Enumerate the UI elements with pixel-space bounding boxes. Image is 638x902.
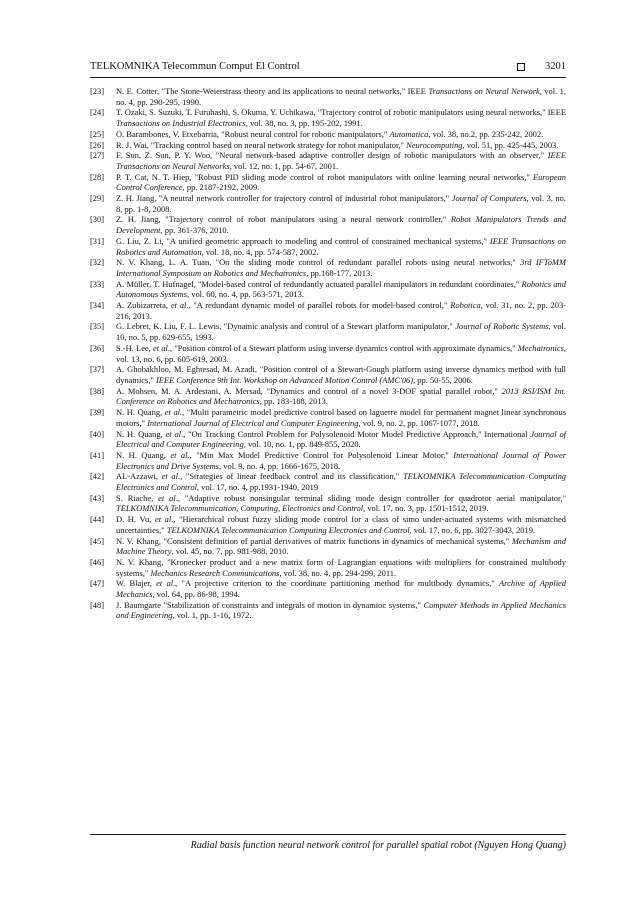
reference-item	[90, 279, 566, 300]
reference-italic-part: Archive of Applied Mechanics	[116, 578, 567, 600]
reference-text	[116, 386, 566, 407]
reference-item	[90, 140, 566, 151]
reference-italic-part: Robotics and Autonomous Systems,	[116, 278, 566, 300]
reference-italic-part: et al	[161, 471, 178, 482]
reference-text-part: , vol. 31, no. 2, pp. 203-216, 2013.	[116, 300, 566, 321]
reference-text-part: A. Mohsen, M. A. Ardestani, A. Mersad, "Dynamics and control of a novel 3-DOF spatial parallel robot,"	[116, 385, 502, 396]
reference-text-part: ., "Position control of a Stewart platform using inverse dynamics control with approximate dynamics,"	[167, 342, 518, 353]
reference-number: [27]	[90, 150, 105, 161]
reference-text	[116, 193, 566, 214]
reference-italic-part: International Journal of Electrical and Computer Engineering	[147, 417, 359, 428]
reference-item	[90, 364, 566, 385]
reference-text-part: N. H. Quang,	[116, 449, 171, 460]
reference-text	[116, 150, 566, 171]
reference-item	[90, 407, 566, 428]
reference-list	[90, 86, 566, 621]
reference-italic-part: et al	[156, 578, 174, 589]
reference-text	[116, 236, 566, 257]
reference-number: [32]	[90, 257, 105, 268]
reference-number: [24]	[90, 107, 105, 118]
reference-number: [39]	[90, 407, 105, 418]
reference-text-part: N. V. Khang, "Consistent definition of partial derivatives of matrix functions in dynamics of mechanical systems,"	[116, 535, 512, 546]
reference-item	[90, 600, 566, 621]
reference-item	[90, 578, 566, 599]
reference-text-part: N. V. Khang, "Kronecker product and a new matrix form of Lagrangian equations with multipliers for constrained multibody systems,"	[116, 556, 566, 578]
reference-text-part: A. Ghobakhloo, M. Eghtesad, M. Azadi, "Position control of a Stewart-Gough platform using inverse dynamics method with full dynamics,"	[116, 364, 566, 385]
reference-text-part: , vol. 13, no. 6, pp. 605-619, 2003.	[116, 342, 566, 364]
reference-text-part: Z. H. Jiang, "Trajectory control of robot manipulators using a neural network controller,"	[116, 214, 451, 225]
reference-number: [33]	[90, 278, 105, 289]
reference-text-part: , pp.168-177, 2013.	[306, 267, 373, 278]
reference-item	[90, 536, 566, 557]
reference-text-part: , pp. 361-376, 2010.	[160, 225, 229, 236]
reference-italic-part: Mechatronics	[517, 342, 564, 353]
reference-italic-part: Mechanism and Machine Theory	[116, 535, 566, 557]
reference-italic-part: et al	[158, 492, 176, 503]
reference-item	[90, 193, 566, 214]
reference-text-part: D. H. Vu,	[116, 514, 155, 525]
reference-text-part: vol. 17, no. 3, pp. 1501-1512, 2019.	[365, 503, 489, 514]
reference-text-part: T. Ozaki, S. Suzuki, T. Furuhashi, S. Okuma, Y. Uchikawa, "Trajectory control of robotic manipulators using neural networks," IEEE	[116, 107, 566, 118]
reference-text	[116, 493, 566, 514]
reference-text-part: W. Blajer,	[116, 578, 157, 589]
footer-rule	[90, 834, 566, 835]
reference-italic-part: Automatica	[389, 128, 429, 139]
reference-number: [44]	[90, 514, 105, 525]
reference-number: [34]	[90, 300, 105, 311]
reference-item	[90, 514, 566, 535]
reference-item	[90, 129, 566, 140]
reference-text-part: , vol. 38, no. 4, pp. 294-299, 2011.	[279, 567, 397, 578]
reference-text-part: vol. 51, pp. 425-445, 2003.	[464, 139, 559, 150]
reference-text-part: vol. 17, no. 4, pp.1931-1940, 2019	[199, 482, 319, 493]
reference-text-part: P. T. Cat, N. T. Hiep, "Robust PID sliding mode control of robot manipulators with online learning neural networks,"	[116, 171, 534, 182]
reference-text-part: F. Sun, Z. Sun, P. Y. Woo, "Neural network-based adaptive controller design of robotic manipulators with an observer,"	[116, 150, 548, 161]
reference-italic-part: 3rd IFToMM International Symposium on Robotics and Mechatronics	[116, 257, 566, 278]
reference-text-part: , vol. 9, no. 2, pp. 1067-1077, 2018.	[358, 417, 480, 428]
reference-italic-part: Transactions on Neural Network	[428, 86, 540, 96]
reference-number: [36]	[90, 342, 105, 353]
reference-item	[90, 321, 566, 342]
reference-text-part: , pp. 50-55, 2006.	[413, 374, 473, 385]
square-outline-icon	[517, 63, 525, 71]
reference-text-part: vol. 60, no. 4, pp. 563-571, 2013.	[189, 289, 304, 300]
reference-number: [42]	[90, 471, 105, 482]
reference-text-part: G. Lebret, K. Liu, F. L. Lewis, "Dynamic analysis and control of a Stewart platform manipulator,"	[116, 321, 456, 332]
reference-text	[116, 514, 566, 535]
reference-italic-part: International Journal of Power Electronics and Drive Systems,	[116, 449, 566, 471]
reference-text-part: , vol. 1, pp. 1-16, 1972.	[172, 610, 252, 621]
reference-number: [26]	[90, 139, 105, 150]
reference-italic-part: TELKOMNIKA Telecommunication, Computing, Electronics and Control,	[116, 503, 366, 514]
reference-item	[90, 214, 566, 235]
reference-text-part: J. Baumgarte "Stabilization of constraints and integrals of motion in dynamioc systems,"	[116, 599, 424, 610]
header-right	[517, 60, 566, 73]
running-footer: Radial basis function neural network control for parallel spatial robot (Nguyen Hong Quang)	[190, 840, 566, 851]
reference-number: [47]	[90, 578, 105, 589]
reference-item	[90, 493, 566, 514]
reference-text-part: , vol. 12, no. 1, pp. 54-67, 2001.	[229, 160, 339, 171]
reference-text	[116, 300, 566, 321]
reference-text-part: , vol. 45, no. 7, pp. 981-988, 2010.	[171, 546, 289, 557]
reference-italic-part: Journal of Electrical and Computer Engineering	[116, 428, 567, 450]
reference-text	[116, 600, 566, 621]
reference-italic-part: Journal of Robotic Systems	[455, 321, 549, 332]
reference-italic-part: et al	[153, 342, 168, 353]
reference-number: [28]	[90, 171, 105, 182]
reference-text	[116, 129, 566, 140]
reference-item	[90, 150, 566, 171]
reference-text	[116, 321, 566, 342]
reference-text-part: A. Müller, T. Hufnagel, "Model-based control of redundantly actuated parallel manipulators in redundant coordinates,"	[116, 278, 522, 289]
reference-italic-part: IEEE Transactions on Neural Networks	[116, 150, 566, 171]
reference-text-part: R. J. Wai, "Tracking control based on neural network strategy for robot manipulator,"	[116, 139, 407, 150]
reference-text-part: S. Riache,	[116, 492, 159, 503]
reference-italic-part: et al	[165, 428, 182, 439]
reference-text	[116, 536, 566, 557]
reference-item	[90, 386, 566, 407]
reference-number: [35]	[90, 321, 105, 332]
reference-text	[116, 86, 566, 107]
reference-number: [23]	[90, 86, 105, 96]
reference-text	[116, 140, 566, 151]
reference-text-part: , vol. 3, no. 8, pp. 1-8, 2008.	[116, 193, 566, 214]
reference-text-part: ., "Hierarchical robust fuzzy sliding mode control for a class of simo under-actuated systems with mismatched uncertainties,"	[116, 514, 566, 535]
reference-text-part: S.-H. Lee,	[116, 342, 154, 353]
reference-text	[116, 407, 566, 428]
header-rule	[90, 77, 566, 78]
reference-text-part: A. Zubizarreta,	[116, 300, 171, 311]
reference-text	[116, 257, 566, 278]
reference-item	[90, 429, 566, 450]
reference-text	[116, 450, 566, 471]
reference-italic-part: TELKOMNIKA Telecommunication Computing Electronics and Control,	[116, 471, 567, 493]
reference-text-part: ., "A projective criterion to the coordinate partitioning method for multibody dynamics,"	[173, 578, 499, 589]
reference-italic-part: Robot Manipulators Trends and Development	[116, 214, 566, 236]
reference-text-part: , vol. 10, no. 5, pp. 629-655, 1993.	[116, 321, 566, 343]
reference-number: [37]	[90, 364, 105, 375]
running-header	[90, 60, 566, 73]
reference-text	[116, 429, 566, 450]
reference-italic-part: et al	[154, 514, 172, 525]
reference-item	[90, 172, 566, 193]
reference-text-part: , vol. 38, no. 3, pp. 195-202, 1991.	[245, 118, 363, 129]
reference-item	[90, 107, 566, 128]
reference-italic-part: TELKOMNIKA Telecommunication Computing Electronics and Control	[166, 524, 410, 535]
reference-number: [38]	[90, 385, 105, 396]
reference-text	[116, 578, 566, 599]
reference-number: [40]	[90, 428, 105, 439]
reference-text-part: N. H. Quang,	[116, 407, 165, 418]
reference-text-part: ., "A redundant dynamic model of parallel robots for model-based control,"	[186, 300, 451, 311]
reference-text-part: ., "Strategies of linear feedback control and its classification,"	[178, 471, 403, 482]
reference-text-part: , vol. 1, no. 4, pp. 290-295, 1990.	[116, 86, 566, 107]
reference-text-part: N. H. Quang,	[116, 428, 166, 439]
reference-text-part: N. E. Cotter, "The Stone-Weierstrass theory and its applications to neural networks," IEEE	[116, 86, 429, 96]
reference-text-part: , "Min Max Model Predictive Control for Polysolenoid Linear Motor,"	[189, 449, 454, 460]
reference-text-part: pp. 2187-2192, 2009.	[184, 182, 260, 193]
reference-italic-part: Mechanics Research Communications	[150, 567, 280, 578]
reference-text-part: G. Liu, Z. Li, "A unified geometric approach to modeling and control of constrained mechanical systems,"	[116, 235, 490, 246]
reference-number: [41]	[90, 449, 105, 460]
reference-italic-part: et al	[170, 300, 187, 311]
reference-italic-part: et al.,	[164, 407, 185, 418]
reference-text	[116, 107, 566, 128]
reference-number: [43]	[90, 492, 105, 503]
reference-text	[116, 172, 566, 193]
reference-italic-part: 2013 RSI/ISM Int. Conference on Robotics and Mechatronics	[116, 385, 566, 407]
reference-text-part: vol. 9, no. 4, pp. 1666-1675, 2018.	[221, 460, 341, 471]
reference-text-part: O. Barambones, V. Etxebarria, "Robust neural control for robotic manipulators,"	[116, 128, 390, 139]
reference-italic-part: IEEE Conference 9th Int. Workshop on Advanced Motion Control (AMC'06)	[156, 374, 414, 385]
reference-text	[116, 214, 566, 235]
reference-italic-part: European Control Conference,	[116, 171, 566, 193]
reference-italic-part: Transactions on Industrial Electronics	[116, 118, 246, 129]
reference-number: [31]	[90, 235, 105, 246]
reference-number: [46]	[90, 556, 105, 567]
reference-text-part: , vol. 18, no. 4, pp. 574-587, 2002.	[201, 246, 319, 257]
reference-number: [25]	[90, 128, 105, 139]
reference-number: [30]	[90, 214, 105, 225]
reference-item	[90, 86, 566, 107]
reference-item	[90, 450, 566, 471]
reference-text	[116, 364, 566, 385]
reference-text	[116, 557, 566, 578]
reference-number: [45]	[90, 535, 105, 546]
reference-text	[116, 279, 566, 300]
reference-italic-part: et al.	[170, 449, 190, 460]
journal-title: TELKOMNIKA Telecommun Comput El Control	[90, 61, 300, 72]
reference-text	[116, 343, 566, 364]
reference-text-part: , vol. 38, no.2, pp. 235-242, 2002.	[428, 128, 544, 139]
reference-text-part: Z. H. Jiang, "A neutral network controller for trajectory control of industrial robot manipulators,"	[116, 193, 452, 204]
reference-text-part: ., "Adaptive robust nonsingular terminal sliding mode design controller for quadrotor aerial manipulator,"	[175, 492, 567, 503]
reference-text-part: ., "On Tracking Control Problem for Polysolenoid Motor Model Predictive Approach," International	[181, 428, 531, 439]
reference-text-part: N. V. Khang, L. A. Tuan, "On the sliding mode control of redundant parallel robots using neural networks,"	[116, 257, 521, 268]
reference-item	[90, 257, 566, 278]
reference-text-part: , pp. 183-188, 2013.	[259, 396, 328, 407]
reference-italic-part: Neurocomputing,	[406, 139, 465, 150]
reference-item	[90, 343, 566, 364]
reference-item	[90, 471, 566, 492]
reference-item	[90, 300, 566, 321]
reference-text-part: AL-Azzawi,	[116, 471, 162, 482]
reference-italic-part: Computer Methods in Applied Mechanics and Engineering	[116, 599, 566, 621]
reference-italic-part: Robotica	[450, 300, 481, 311]
reference-text-part: , vol. 64, pp. 86-98, 1994.	[152, 589, 240, 600]
reference-italic-part: IEEE Transactions on Robotics and Automation	[116, 235, 566, 257]
page-number: 3201	[545, 61, 566, 72]
reference-text-part: "Multi parametric model predictive control based on laguerre model for permanent magnet linear synchronous motors,"	[116, 407, 566, 428]
reference-number: [29]	[90, 193, 105, 204]
reference-number: [48]	[90, 599, 105, 610]
reference-item	[90, 236, 566, 257]
reference-text-part: , vol. 10, no. 1, pp. 849-855, 2020.	[243, 439, 361, 450]
reference-italic-part: Journal of Computers	[451, 193, 527, 204]
reference-text-part: , vol. 17, no. 6, pp. 3027-3043, 2019.	[409, 524, 536, 535]
reference-item	[90, 557, 566, 578]
reference-text	[116, 471, 566, 492]
